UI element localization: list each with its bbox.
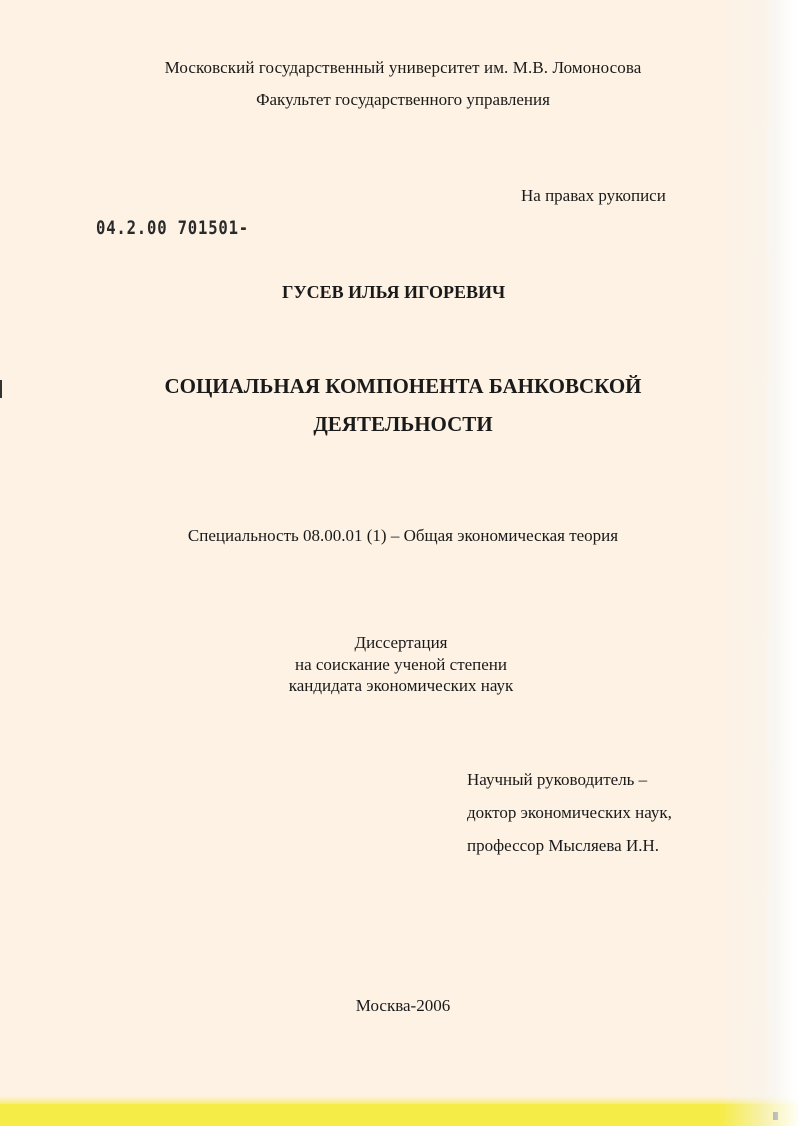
title-line-1: СОЦИАЛЬНАЯ КОМПОНЕНТА БАНКОВСКОЙ bbox=[164, 374, 642, 398]
bottom-strip bbox=[0, 1104, 798, 1126]
rights-note: На правах рукописи bbox=[521, 186, 666, 205]
title-line-2: ДЕЯТЕЛЬНОСТИ bbox=[313, 412, 493, 436]
stamp-number: 04.2.00 701501- bbox=[96, 217, 250, 239]
supervisor-line-2: доктор экономических наук, bbox=[467, 803, 672, 822]
supervisor-line-3: профессор Мысляева И.Н. bbox=[467, 836, 660, 855]
supervisor-line-1: Научный руководитель – bbox=[467, 770, 648, 789]
university-name: Московский государственный университет им. М.В. Ломоносова bbox=[164, 58, 642, 77]
author-name: ГУСЕВ ИЛЬЯ ИГОРЕВИЧ bbox=[282, 282, 506, 302]
scan-edge-mark bbox=[0, 380, 2, 398]
faculty-name: Факультет государственного управления bbox=[256, 90, 550, 109]
specialty: Специальность 08.00.01 (1) – Общая экономическая теория bbox=[187, 526, 619, 545]
dissertation-line-2: на соискание ученой степени bbox=[294, 655, 508, 674]
dissertation-line-3: кандидата экономических наук bbox=[288, 676, 514, 695]
scan-edge-tick bbox=[773, 1112, 778, 1120]
dissertation-line-1: Диссертация bbox=[354, 633, 448, 652]
bottom-strip-shadow bbox=[0, 1096, 798, 1104]
city-year: Москва-2006 bbox=[355, 996, 451, 1015]
